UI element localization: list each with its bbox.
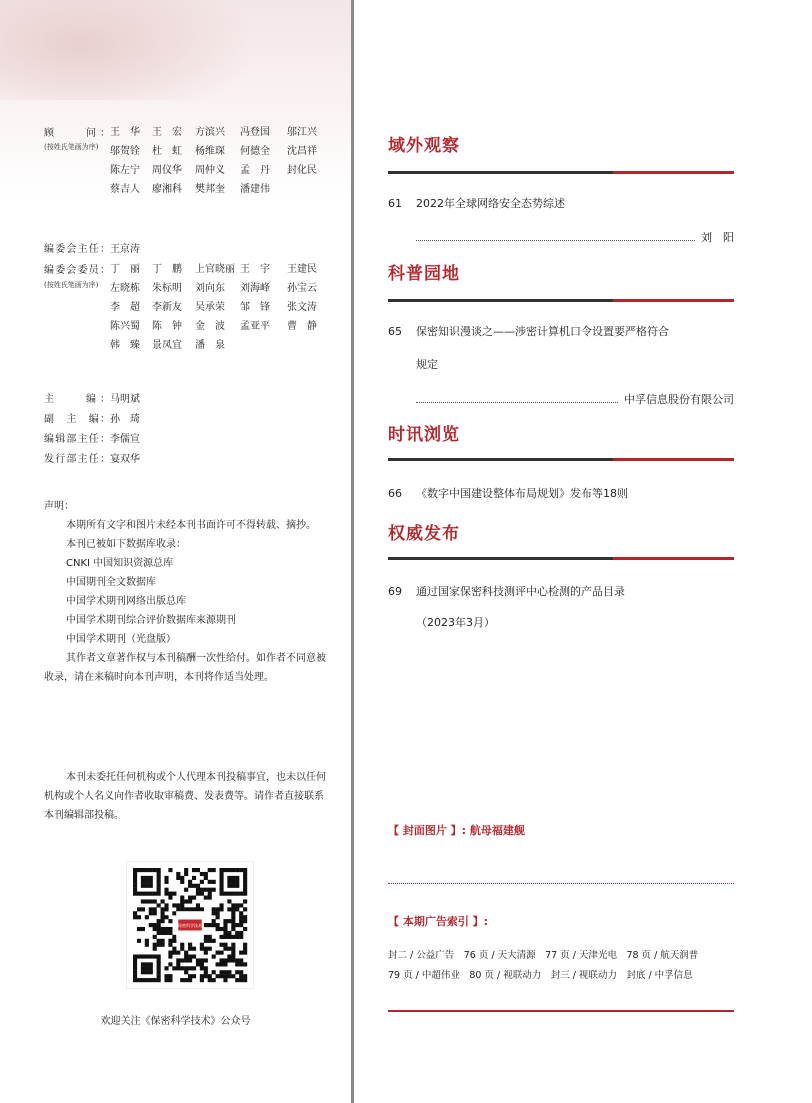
qr-caption: 欢迎关注《保密科学技术》公众号 [100, 1016, 251, 1027]
person-name: 张文涛 [287, 302, 317, 313]
section-bar-news [388, 458, 734, 461]
person-name: 孟亚平 [240, 321, 270, 332]
qr-logo-text: 保密科学技术 [178, 923, 202, 928]
toc-entry-69[interactable] [388, 577, 625, 607]
section-bar-overseas [388, 171, 734, 174]
dotted-separator [388, 883, 734, 884]
person-name: 邹 锋 [240, 302, 270, 313]
database-item: 中国期刊全文数据库 [66, 577, 156, 588]
person-name: 王 宏 [152, 127, 182, 138]
person-name: 方滨兴 [195, 127, 225, 138]
toc-author-row [416, 391, 734, 407]
database-item: 中国学术期刊（光盘版） [66, 634, 176, 645]
toc-page-number: 65 [388, 325, 402, 338]
section-title-overseas: 域外观察 [388, 136, 460, 156]
staff-label: 副 主 编： [44, 414, 110, 425]
person-name: 王 宇 [240, 264, 270, 275]
toc-entry-title: 通过国家保密科技测评中心检测的产品目录 [416, 585, 625, 598]
toc-page-number: 69 [388, 585, 402, 598]
person-name: 吴承荣 [195, 302, 225, 313]
database-list [44, 554, 329, 649]
person-name: 周仲义 [195, 165, 225, 176]
person-name: 景凤宜 [152, 340, 182, 351]
qr-code [127, 862, 253, 988]
staff-label: 发行部主任： [44, 454, 110, 465]
toc-entry-title: 保密知识漫谈之——涉密计算机口令设置要严格符合 [416, 325, 669, 338]
person-name: 丁 丽 [110, 264, 140, 275]
database-item: CNKI 中国知识资源总库 [66, 558, 174, 569]
person-name: 朱标明 [152, 283, 182, 294]
statement-agency [44, 768, 329, 825]
person-name: 王建民 [287, 264, 317, 275]
database-item: 中国学术期刊综合评价数据库来源期刊 [66, 615, 236, 626]
person-name: 李 超 [110, 302, 140, 313]
person-name: 邬江兴 [287, 127, 317, 138]
person-name: 李新友 [152, 302, 182, 313]
statement [44, 497, 329, 687]
statement-title: 声明： [44, 501, 74, 512]
person-name: 陈 钟 [152, 321, 182, 332]
advisors-names [110, 123, 327, 199]
statement-copyright: 本期所有文字和图片未经本刊书面许可不得转载、摘抄。 [66, 520, 316, 531]
section-bar-release [388, 557, 734, 560]
toc-entry-title: 2022年全球网络安全态势综述 [416, 197, 565, 210]
staff-row [44, 390, 140, 405]
person-name: 沈昌祥 [287, 146, 317, 157]
statement-fee: 其作者文章著作权与本刊稿酬一次性给付。如作者不同意被收录，请在来稿时向本刊声明，本刊将作适当处理。 [44, 653, 326, 683]
person-name: 何德全 [240, 146, 270, 157]
person-name: 潘建伟 [240, 184, 270, 195]
ad-index-line-1: 封二 / 公益广告 76 页 / 天大清源 77 页 / 天津光电 78 页 / 航天润普 [388, 950, 699, 961]
toc-entry-61[interactable] [388, 189, 565, 219]
person-name: 金 波 [195, 321, 225, 332]
person-name: 杜 虹 [152, 146, 182, 157]
person-name: 潘 泉 [195, 340, 225, 351]
column-divider [351, 0, 354, 1103]
person-name: 樊邦奎 [195, 184, 225, 195]
committee-director-name: 王京涛 [110, 244, 140, 255]
toc-page-number: 61 [388, 197, 402, 210]
advisors-label-row [44, 124, 110, 139]
person-name: 左晓栋 [110, 283, 140, 294]
section-bar-popular-science [388, 299, 734, 302]
advisors-sort-note: (按姓氏笔画为序) [44, 143, 99, 151]
person-name: 蔡吉人 [110, 184, 140, 195]
committee-director-row [44, 240, 140, 255]
person-name: 上官晓丽 [195, 264, 235, 275]
leader-dots [416, 239, 695, 241]
person-name: 曹 静 [287, 321, 317, 332]
staff-label: 编辑部主任： [44, 434, 110, 445]
staff-name: 宴双华 [110, 454, 140, 465]
bottom-rule [388, 1010, 734, 1012]
staff-label: 主 编： [44, 394, 110, 405]
staff-name: 马明斌 [110, 394, 140, 405]
toc-entry-title-cont: 规定 [416, 358, 438, 371]
toc-page-number: 66 [388, 487, 402, 500]
person-name: 陈左宁 [110, 165, 140, 176]
committee-members-row [44, 261, 110, 276]
person-name: 廖湘科 [152, 184, 182, 195]
committee-sort-note: (按姓氏笔画为序) [44, 281, 99, 289]
toc-entry-65-cont [416, 350, 438, 380]
qr-code-image [127, 862, 253, 988]
person-name: 丁 鹏 [152, 264, 182, 275]
statement-databases-intro: 本刊已被如下数据库收录： [66, 539, 186, 550]
toc-author: 中孚信息股份有限公司 [624, 393, 734, 406]
staff-row [44, 410, 140, 425]
toc-entry-title-cont: （2023年3月） [416, 616, 495, 629]
toc-entry-69-cont [416, 608, 495, 638]
staff-row [44, 430, 140, 445]
staff-name: 孙 琦 [110, 414, 140, 425]
toc-entry-title: 《数字中国建设整体布局规划》发布等18则 [416, 487, 628, 500]
staff-name: 李儒宣 [110, 434, 140, 445]
person-name: 刘海峰 [240, 283, 270, 294]
toc-author-row [416, 229, 734, 245]
committee-names [110, 260, 327, 355]
toc-entry-65[interactable] [388, 317, 669, 347]
person-name: 封化民 [287, 165, 317, 176]
committee-members-label: 编委会委员： [44, 265, 110, 276]
statement-agency-text: 本刊未委托任何机构或个人代理本刊投稿事宜，也未以任何机构或个人名义向作者收取审稿费、发表费等。请作者直接联系本刊编辑部投稿。 [44, 772, 326, 821]
person-name: 孟 丹 [240, 165, 270, 176]
ad-index-label: 【 本期广告索引 】: [388, 915, 489, 928]
person-name: 周仪华 [152, 165, 182, 176]
person-name: 王 华 [110, 127, 140, 138]
person-name: 刘向东 [195, 283, 225, 294]
section-title-release: 权威发布 [388, 524, 460, 544]
person-name: 杨维琛 [195, 146, 225, 157]
section-title-news: 时讯浏览 [388, 425, 460, 445]
person-name: 孙宝云 [287, 283, 317, 294]
database-item: 中国学术期刊网络出版总库 [66, 596, 186, 607]
leader-dots [416, 401, 618, 403]
person-name: 陈兴蜀 [110, 321, 140, 332]
person-name: 邬贺铨 [110, 146, 140, 157]
section-title-popular-science: 科普园地 [388, 264, 460, 284]
cover-image-label: 【 封面图片 】: 航母福建舰 [388, 824, 525, 837]
advisors-label: 顾 问： [44, 128, 110, 139]
toc-author: 刘 阳 [701, 231, 734, 244]
person-name: 冯登国 [240, 127, 270, 138]
toc-entry-66[interactable] [388, 479, 628, 509]
person-name: 韩 臻 [110, 340, 140, 351]
staff-row [44, 450, 140, 465]
ad-index-line-2: 79 页 / 中超伟业 80 页 / 视联动力 封三 / 视联动力 封底 / 中孚信息 [388, 970, 693, 981]
committee-director-label: 编委会主任： [44, 244, 110, 255]
ad-index [388, 946, 734, 986]
